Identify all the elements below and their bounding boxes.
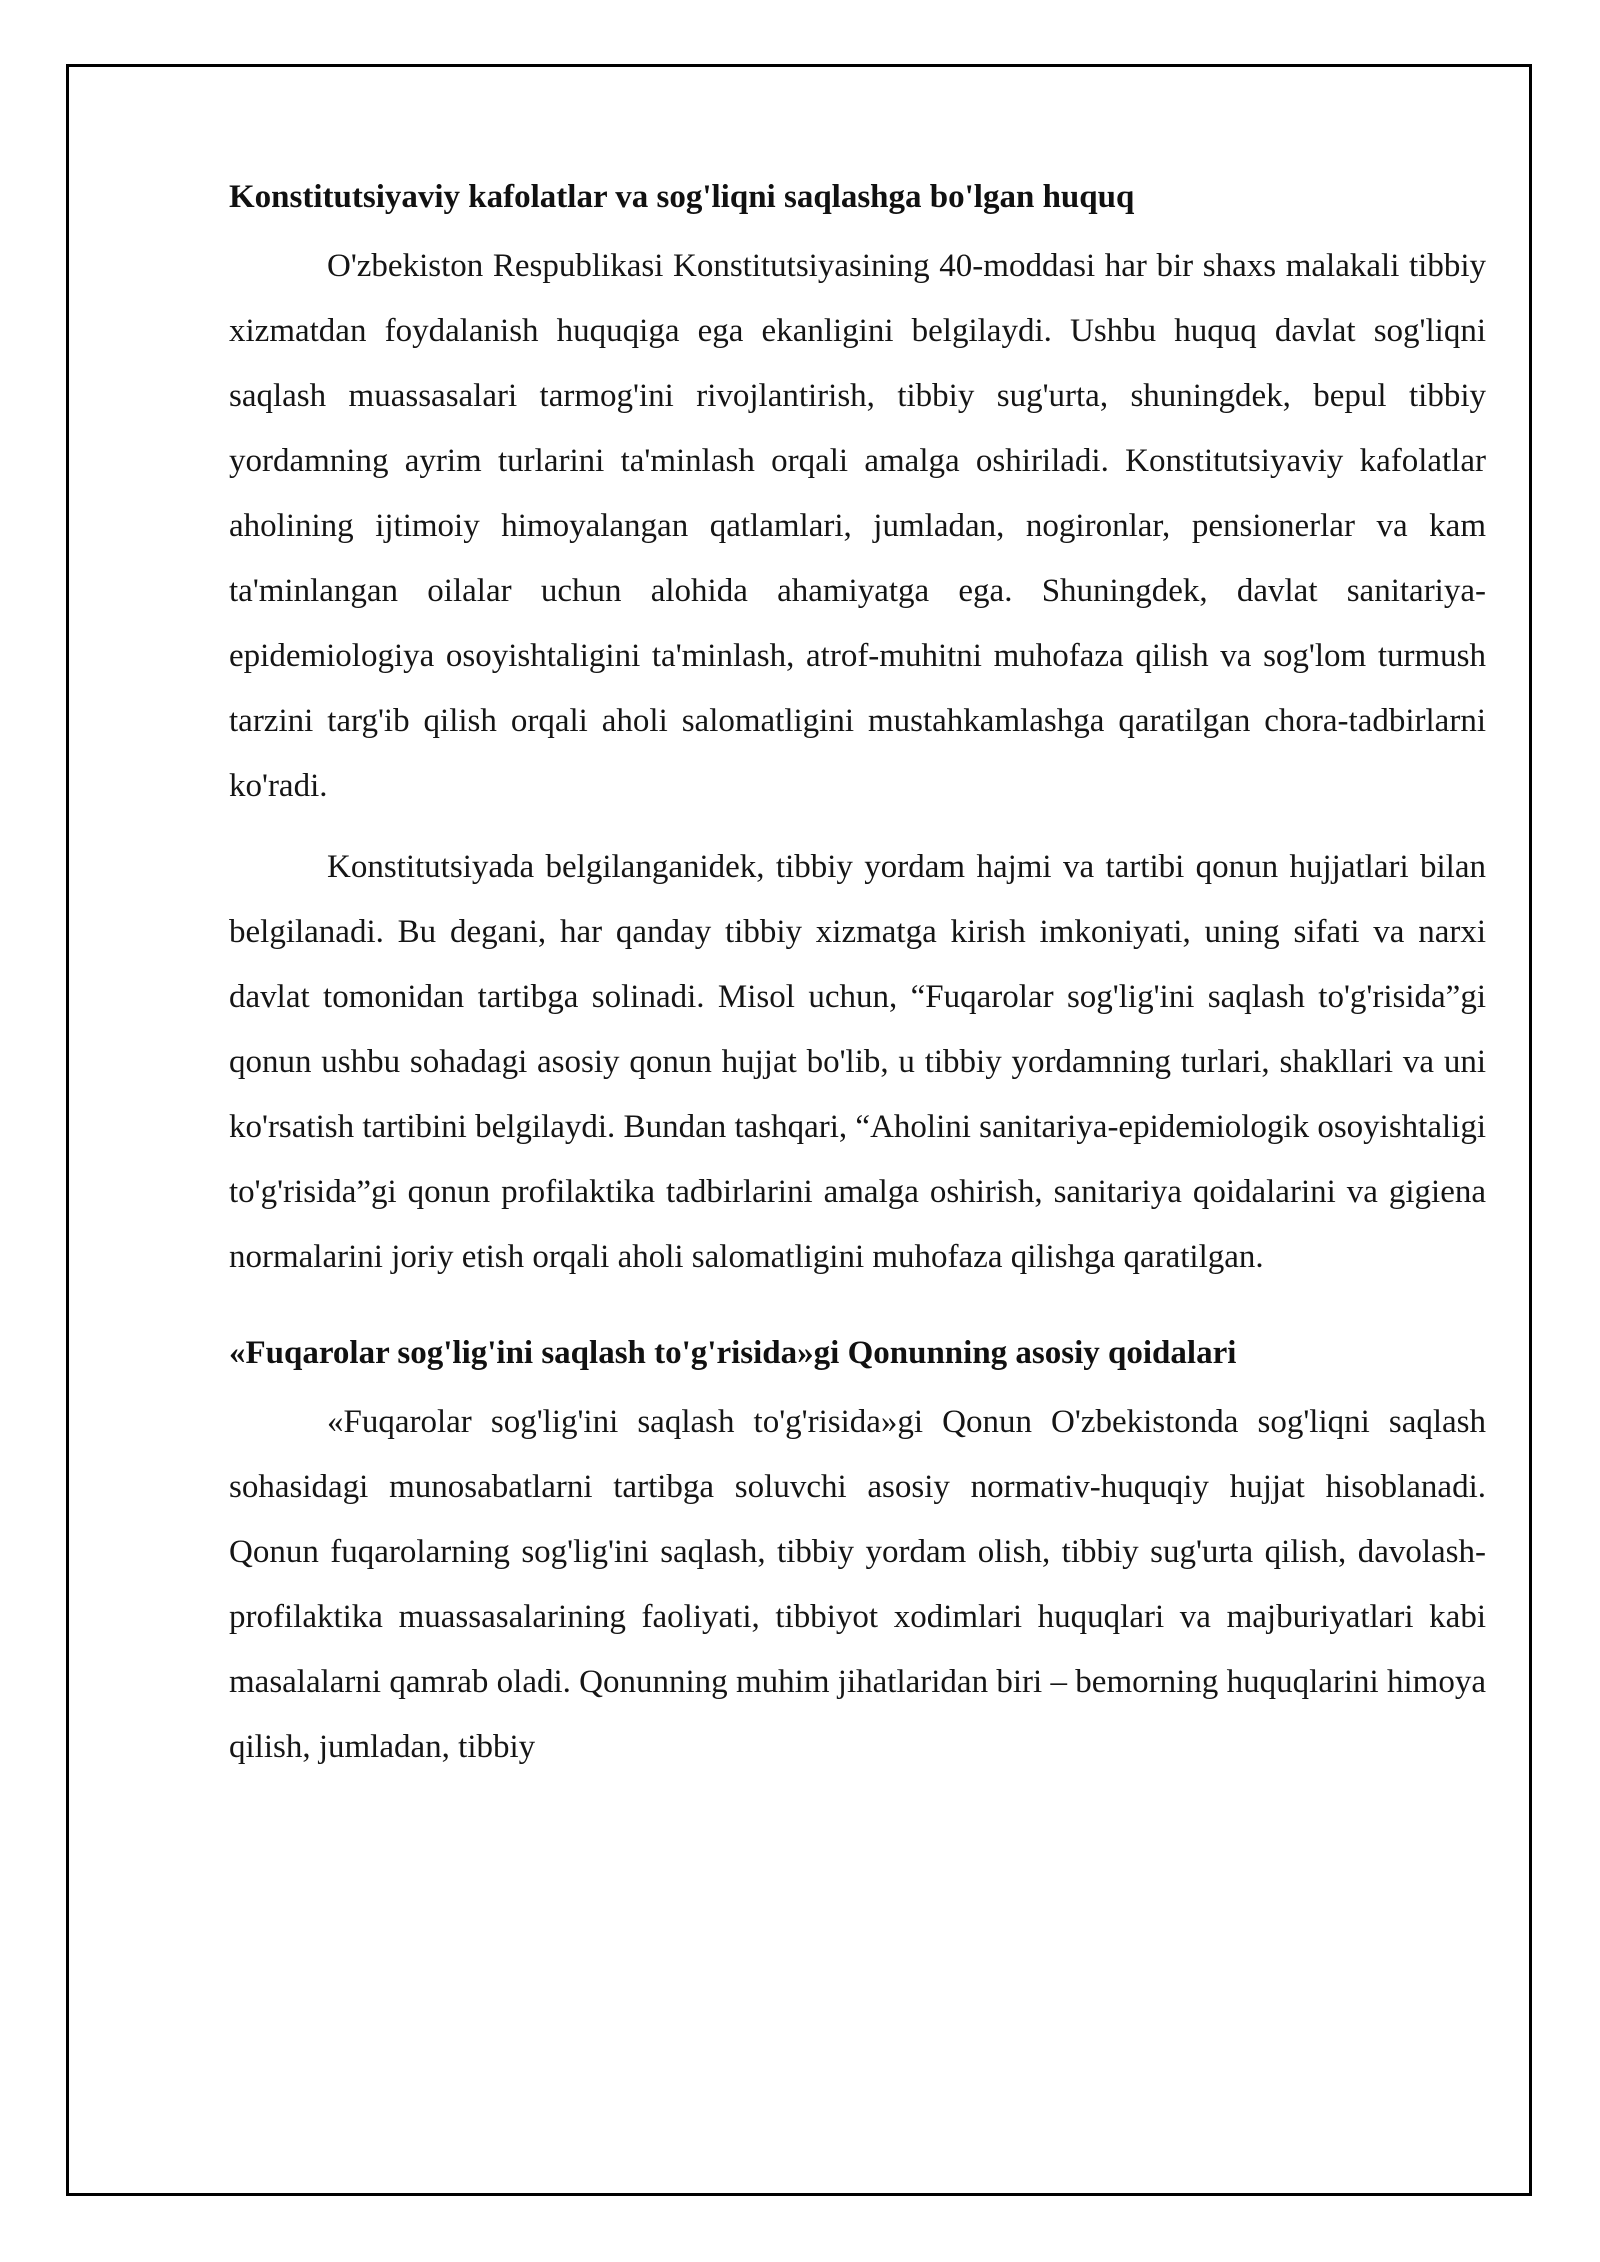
paragraph: «Fuqarolar sog'lig'ini saqlash to'g'risida»gi Qonun O'zbekistonda sog'liqni saqlash sohasidagi munosabatlarni tartibga soluvchi asosiy normativ-huquqiy hujjat hisoblanadi. Qonun fuqarolarning sog'lig'ini saqlash, tibbiy yordam olish, tibbiy sug'urta qilish, davolash-profilaktika muassasalarining faoliyati, tibbiyot xodimlari huquqlari va majburiyatlari kabi masalalarni qamrab oladi. Qonunning muhim jihatlaridan biri – bemorning huquqlarini himoya qilish, jumladan, tibbiy: [229, 1404, 1486, 1765]
paragraph: Konstitutsiyada belgilanganidek, tibbiy yordam hajmi va tartibi qonun hujjatlari bilan belgilanadi. Bu degani, har qanday tibbiy xizmatga kirish imkoniyati, uning sifati va narxi davlat tomonidan tartibga solinadi. Misol uchun, “Fuqarolar sog'lig'ini saqlash to'g'risida”gi qonun ushbu sohadagi asosiy qonun hujjat bo'lib, u tibbiy yordamning turlari, shakllari va uni ko'rsatish tartibini belgilaydi. Bundan tashqari, “Aholini sanitariya-epidemiologik osoyishtaligi to'g'risida”gi qonun profilaktika tadbirlarini amalga oshirish, sanitariya qoidalarini va gigiena normalarini joriy etish orqali aholi salomatligini muhofaza qilishga qaratilgan.: [229, 849, 1486, 1275]
document-body: [229, 172, 1486, 1780]
section-heading-2: «Fuqarolar sog'lig'ini saqlash to'g'risida»gi Qonunning asosiy qoidalari: [229, 1335, 1237, 1371]
paragraph: O'zbekiston Respublikasi Konstitutsiyasining 40-moddasi har bir shaxs malakali tibbiy xizmatdan foydalanish huquqiga ega ekanligini belgilaydi. Ushbu huquq davlat sog'liqni saqlash muassasalari tarmog'ini rivojlantirish, tibbiy sug'urta, shuningdek, bepul tibbiy yordamning ayrim turlarini ta'minlash orqali amalga oshiriladi. Konstitutsiyaviy kafolatlar aholining ijtimoiy himoyalangan qatlamlari, jumladan, nogironlar, pensionerlar va kam ta'minlangan oilalar uchun alohida ahamiyatga ega. Shuningdek, davlat sanitariya-epidemiologiya osoyishtaligini ta'minlash, atrof-muhitni muhofaza qilish va sog'lom turmush tarzini targ'ib qilish orqali aholi salomatligini mustahkamlashga qaratilgan chora-tadbirlarni ko'radi.: [229, 248, 1486, 804]
section-heading-1: Konstitutsiyaviy kafolatlar va sog'liqni saqlashga bo'lgan huquq: [229, 179, 1135, 215]
